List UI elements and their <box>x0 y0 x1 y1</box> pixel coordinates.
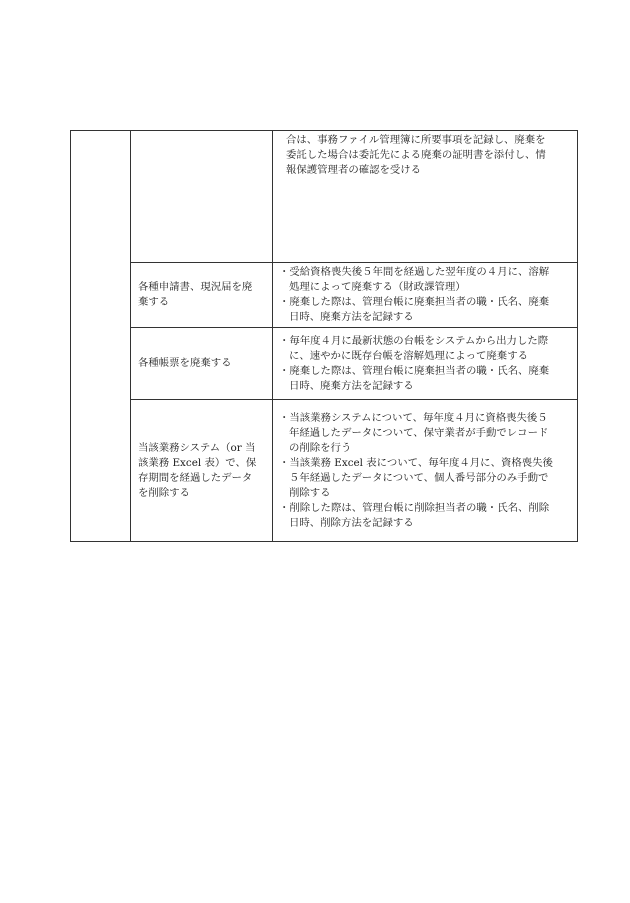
procedure-line: の削除を行う <box>289 441 352 454</box>
procedure-line: に、速やかに既存台帳を溶解処理によって廃棄する <box>289 349 528 362</box>
table-row <box>71 400 578 542</box>
procedure-line: ・廃棄した際は、管理台帳に廃棄担当者の職・氏名、廃棄 <box>279 364 550 377</box>
action-line: を削除する <box>138 486 190 499</box>
procedure-line: ・削除した際は、管理台帳に削除担当者の職・氏名、削除 <box>279 501 550 514</box>
procedure-line: 年経過したデータについて、保守業者が手動でレコード <box>289 426 549 439</box>
action-line: 当該業務システム（or 当 <box>138 441 256 454</box>
action-line: 各種申請書、現況届を廃 <box>138 281 253 293</box>
procedure-line: 日時、廃棄方法を記録する <box>289 379 414 392</box>
action-line: 各種帳票を廃棄する <box>138 357 232 369</box>
procedure-line: ・廃棄した際は、管理台帳に廃棄担当者の職・氏名、廃棄 <box>279 296 550 308</box>
category-cell <box>71 131 131 542</box>
action-line: 存期間を経過したデータ <box>138 471 253 484</box>
table-row <box>71 131 578 263</box>
procedure-line: ５年経過したデータについて、個人番号部分のみ手動で <box>289 471 549 484</box>
procedure-cell <box>273 400 578 542</box>
procedure-line: ・当該業務 Excel 表について、毎年度４月に、資格喪失後 <box>279 456 553 469</box>
procedure-line: 処理によって廃棄する（財政課管理） <box>289 281 466 293</box>
table-row <box>71 263 578 328</box>
action-cell <box>131 263 273 328</box>
procedure-line: 日時、廃棄方法を記録する <box>289 311 414 323</box>
procedure-line: 委託した場合は委託先による廃棄の証明書を添付し、情 <box>286 149 546 161</box>
procedures-table <box>70 130 578 542</box>
action-cell <box>131 400 273 542</box>
procedure-line: ・毎年度４月に最新状態の台帳をシステムから出力した際 <box>279 334 549 347</box>
procedure-line: 削除する <box>289 486 331 499</box>
procedure-line: ・受給資格喪失後５年間を経過した翌年度の４月に、溶解 <box>279 266 550 278</box>
procedure-line: 報保護管理者の確認を受ける <box>286 164 422 176</box>
action-cell <box>131 131 273 263</box>
procedure-cell <box>273 131 578 263</box>
procedure-cell <box>273 328 578 400</box>
procedure-line: 日時、削除方法を記録する <box>289 516 414 529</box>
procedure-cell <box>273 263 578 328</box>
action-cell <box>131 328 273 400</box>
procedure-line: 合は、事務ファイル管理簿に所要事項を記録し、廃棄を <box>286 134 546 146</box>
action-line: 棄する <box>138 296 170 308</box>
action-line: 該業務 Excel 表）で、保 <box>138 456 257 469</box>
procedure-line: ・当該業務システムについて、毎年度４月に資格喪失後５ <box>279 411 548 424</box>
table-row <box>71 328 578 400</box>
